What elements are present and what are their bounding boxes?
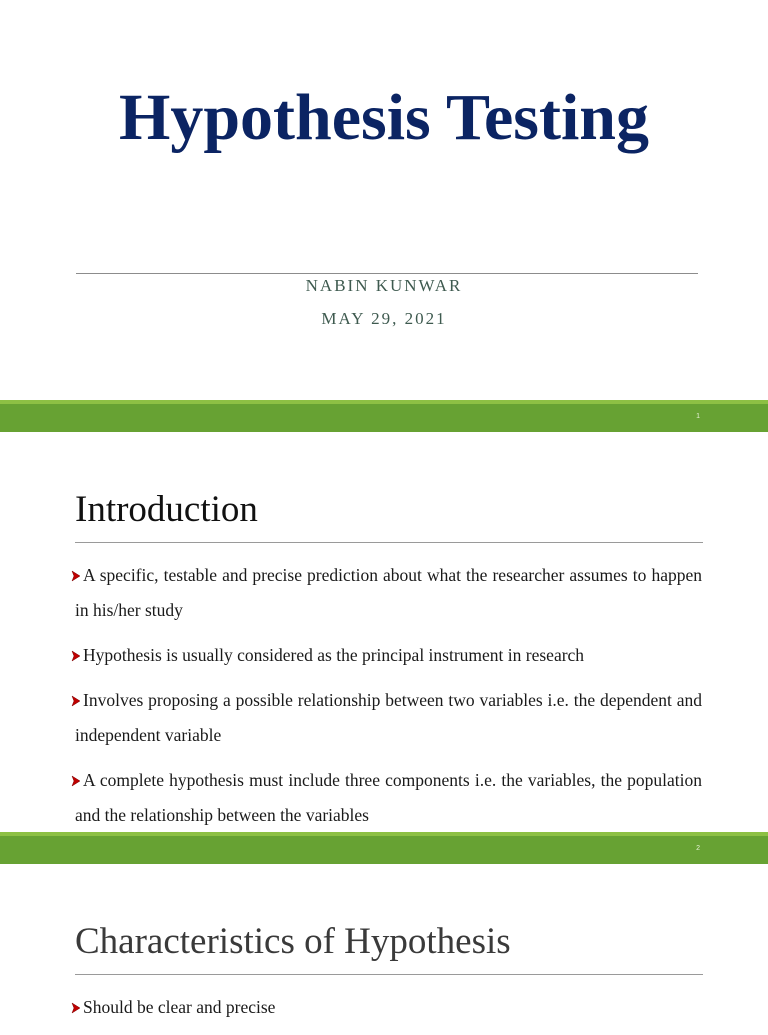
slide-3 bbox=[0, 864, 768, 1024]
bullet-item bbox=[75, 763, 702, 833]
slide-2 bbox=[0, 432, 768, 832]
presentation-date: MAY 29, 2021 bbox=[321, 309, 447, 328]
arrow-bullet-icon bbox=[71, 570, 81, 582]
bullet-text: Involves proposing a possible relationship between two variables i.e. the dependent and independent variable bbox=[75, 690, 702, 745]
bullet-item bbox=[75, 638, 702, 673]
bullet-list bbox=[75, 558, 702, 843]
arrow-bullet-icon bbox=[71, 775, 81, 787]
arrow-bullet-icon bbox=[71, 1002, 81, 1014]
slide-title: Hypothesis Testing bbox=[119, 81, 649, 154]
section-title: Characteristics of Hypothesis bbox=[75, 921, 511, 962]
bullet-text: Hypothesis is usually considered as the principal instrument in research bbox=[83, 645, 585, 665]
arrow-bullet-icon bbox=[71, 695, 81, 707]
page-number: 1 bbox=[696, 413, 700, 420]
band-highlight bbox=[0, 832, 768, 836]
bullet-list bbox=[75, 990, 702, 1035]
title-divider bbox=[76, 273, 698, 274]
section-divider bbox=[75, 974, 703, 975]
slide-1 bbox=[0, 0, 768, 400]
section-title: Introduction bbox=[75, 489, 258, 530]
bullet-item bbox=[75, 683, 702, 753]
bullet-text: Should be clear and precise bbox=[83, 997, 276, 1017]
arrow-bullet-icon bbox=[71, 650, 81, 662]
bullet-item bbox=[75, 990, 702, 1025]
section-divider bbox=[75, 542, 703, 543]
slide-footer-band bbox=[0, 400, 768, 432]
author-name: NABIN KUNWAR bbox=[305, 276, 463, 295]
bullet-text: A specific, testable and precise prediction about what the researcher assumes to happen in his/her study bbox=[75, 565, 702, 620]
bullet-item bbox=[75, 558, 702, 628]
slide-footer-band bbox=[0, 832, 768, 864]
band-highlight bbox=[0, 400, 768, 404]
bullet-text: A complete hypothesis must include three components i.e. the variables, the population and the relationship between the variables bbox=[75, 770, 702, 825]
page-number: 2 bbox=[696, 845, 700, 852]
